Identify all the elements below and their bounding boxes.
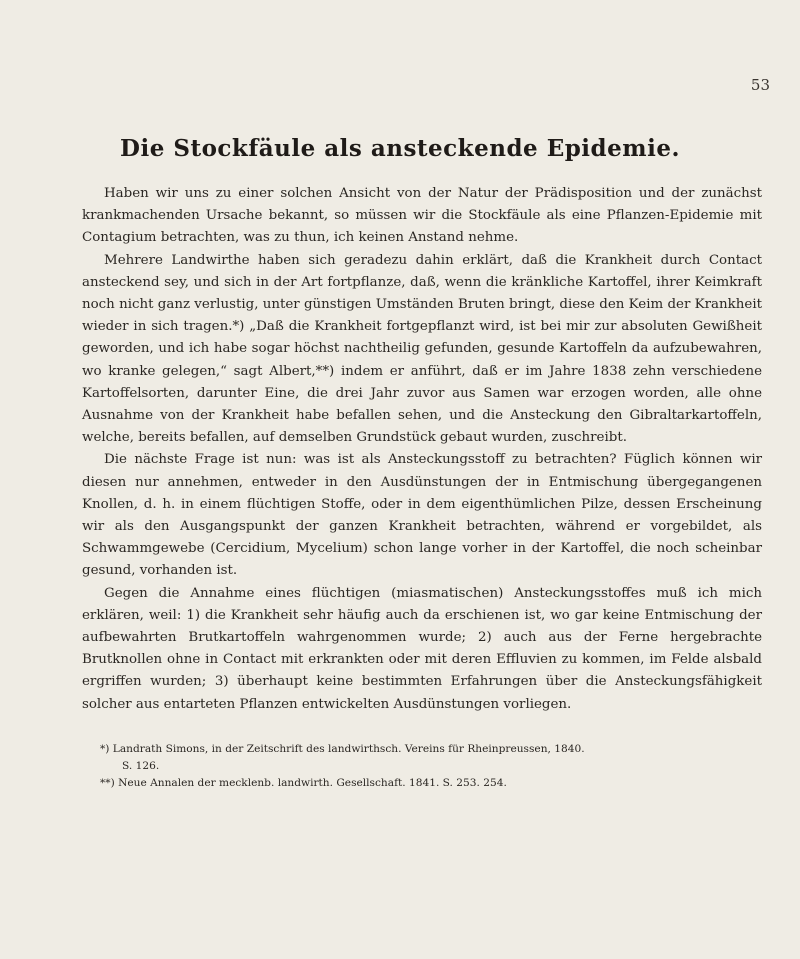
paragraph: Gegen die Annahme eines flüchtigen (miasmatischen) Ansteckungsstoffes muß ich mich erklären, weil: 1) die Krankheit sehr häufig auch da erschienen ist, wo gar keine Entmischung der aufbewahrten Brutkartoffeln wahrgenommen wurde; 2) auch aus der Ferne hergebrachte Brutknollen ohne in Contact mit erkrankten oder mit deren Effluvien zu kommen, im Felde alsbald ergriffen wurden; 3) überhaupt keine bestimmten Erfahrungen über die Ansteckungsfähigkeit solcher aus entarteten Pflanzen entwickelten Ausdünstungen vorliegen. [82, 585, 762, 712]
footnote: *) Landrath Simons, in der Zeitschrift des landwirthsch. Vereins für Rheinpreussen, 1840. [100, 743, 585, 755]
footnote-continuation: S. 126. [122, 760, 160, 772]
footnotes [82, 741, 762, 792]
page-number: 53 [750, 76, 770, 94]
paragraph: Die nächste Frage ist nun: was ist als Ansteckungsstoff zu betrachten? Füglich können wir diesen nur annehmen, entweder in den Ausdünstungen der in Entmischung übergegangenen Knollen, d. h. in einem flüchtigen Stoffe, oder in dem eigenthümlichen Pilze, dessen Erscheinung wir als den Ausgangspunkt der ganzen Krankheit betrachten, während er vorgebildet, als Schwammgewebe (Cercidium, Mycelium) schon lange vorher in der Kartoffel, die noch scheinbar gesund, vorhanden ist. [82, 452, 762, 579]
paragraph: Haben wir uns zu einer solchen Ansicht von der Natur der Prädisposition und der zunächst krankmachenden Ursache bekannt, so müssen wir die Stockfäule als eine Pflanzen-Epidemie mit Contagium betrachten, was zu thun, ich keinen Anstand nehme. [82, 186, 762, 246]
paragraph: Mehrere Landwirthe haben sich geradezu dahin erklärt, daß die Krankheit durch Contact ansteckend sey, und sich in der Art fortpflanze, daß, wenn die kränkliche Kartoffel, ihrer Keimkraft noch nicht ganz verlustig, unter günstigen Umständen Bruten bringt, diese den Keim der Krankheit wieder in sich tragen.*) „Daß die Krankheit fortgepflanzt wird, ist bei mir zur absoluten Gewißheit geworden, und ich habe sogar höchst nachtheilig gefunden, gesunde Kartoffeln da aufzubewahren, wo kranke gelegen,“ sagt Albert,**) indem er anführt, daß er im Jahre 1838 zehn verschiedene Kartoffelsorten, darunter Eine, die drei Jahr zuvor aus Samen war erzogen worden, alle ohne Ausnahme von der Krankheit habe befallen sehen, und die Ansteckung den Gibraltarkartoffeln, welche, bereits befallen, auf demselben Grundstück gebaut wurden, zuschreibt. [82, 252, 762, 446]
footnote: **) Neue Annalen der mecklenb. landwirth. Gesellschaft. 1841. S. 253. 254. [100, 777, 507, 789]
page-title: Die Stockfäule als ansteckende Epidemie. [120, 135, 680, 162]
body-text [82, 183, 762, 716]
